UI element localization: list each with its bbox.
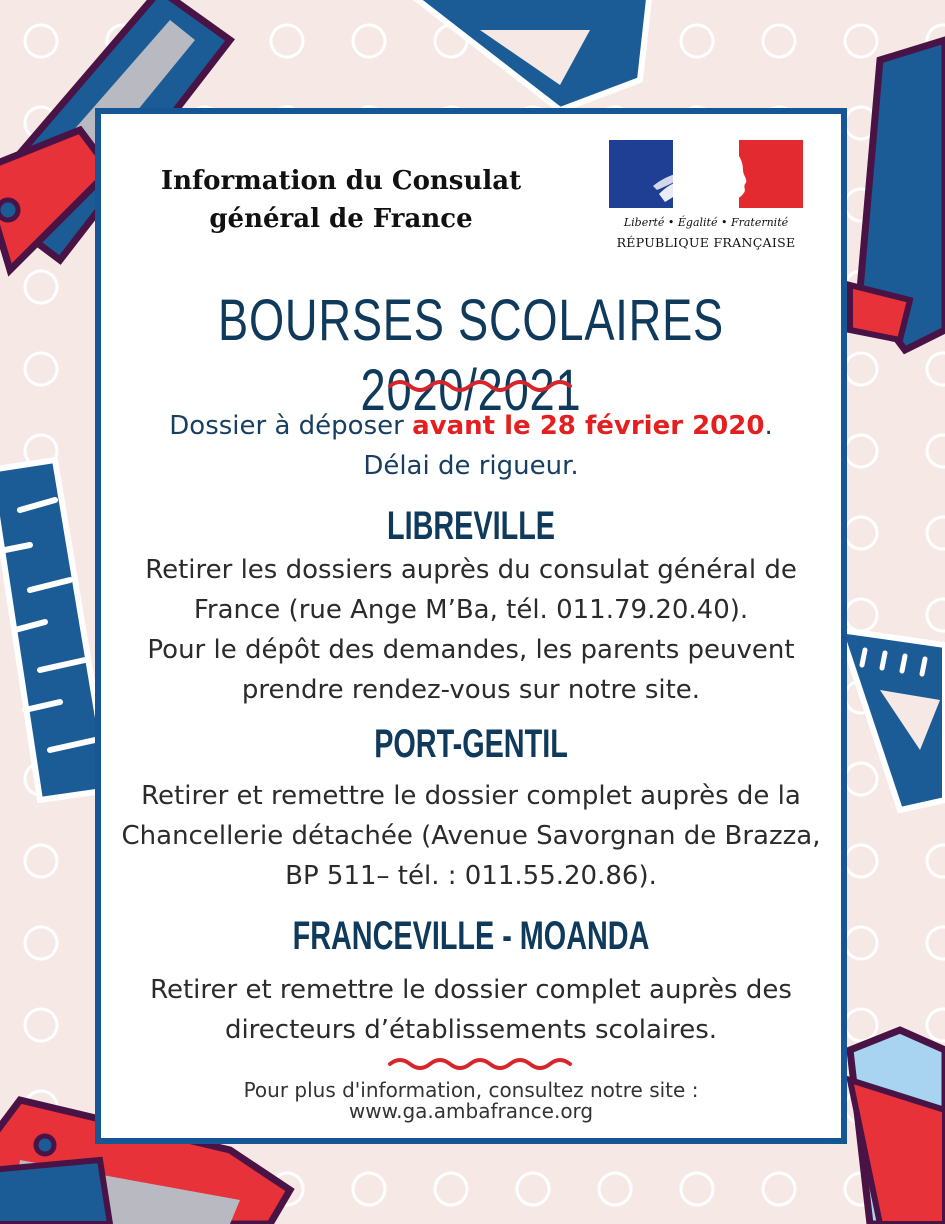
republique-francaise-logo bbox=[609, 140, 809, 250]
marker-icon bbox=[850, 40, 945, 350]
section-title-libreville: LIBREVILLE bbox=[386, 504, 556, 548]
section-title-port-gentil: PORT-GENTIL bbox=[374, 722, 568, 766]
wave-divider-bottom-icon bbox=[388, 1056, 578, 1070]
tricolor-flag-icon bbox=[609, 140, 803, 208]
consulate-heading bbox=[141, 162, 541, 238]
footer-info bbox=[101, 1080, 841, 1122]
deadline-line bbox=[101, 406, 841, 446]
section-line: Chancellerie détachée (Avenue Savorgnan de Brazza, bbox=[121, 821, 821, 851]
section-line: France (rue Ange M’Ba, tél. 011.79.20.40). bbox=[193, 595, 749, 625]
section-line: BP 511– tél. : 011.55.20.86). bbox=[285, 861, 657, 891]
eraser-icon bbox=[850, 1030, 945, 1224]
wave-divider-icon bbox=[388, 378, 578, 392]
set-square-icon bbox=[405, 0, 650, 110]
deadline-note: Délai de rigueur. bbox=[363, 451, 579, 481]
deadline-notice bbox=[101, 406, 841, 486]
section-body-port-gentil bbox=[121, 776, 821, 896]
republic-motto: Liberté • Égalité • Fraternité bbox=[623, 216, 789, 229]
section-title-franceville-moanda: FRANCEVILLE - MOANDA bbox=[292, 914, 650, 958]
section-line: prendre rendez-vous sur notre site. bbox=[241, 675, 701, 705]
footer-text: Pour plus d'information, consultez notre site : bbox=[243, 1078, 699, 1102]
page-title: BOURSES SCOLAIRES 2020/2021 bbox=[217, 288, 725, 423]
section-line: Retirer et remettre le dossier complet auprès de la bbox=[141, 781, 801, 811]
republic-name: RÉPUBLIQUE FRANÇAISE bbox=[616, 235, 796, 250]
section-line: Retirer et remettre le dossier complet auprès des bbox=[150, 975, 792, 1005]
deadline-suffix: . bbox=[764, 411, 773, 441]
section-body-libreville bbox=[121, 550, 821, 710]
consulate-heading-line-2: général de France bbox=[209, 204, 473, 234]
info-card bbox=[95, 108, 847, 1144]
set-square-right-icon bbox=[840, 630, 945, 810]
section-line: Retirer les dossiers auprès du consulat général de bbox=[145, 555, 797, 585]
section-line: directeurs d’établissements scolaires. bbox=[224, 1015, 718, 1045]
ruler-icon bbox=[0, 460, 110, 800]
website-link[interactable]: www.ga.ambafrance.org bbox=[348, 1099, 594, 1123]
marianne-profile-icon bbox=[639, 140, 759, 208]
deadline-prefix: Dossier à déposer bbox=[169, 411, 413, 441]
deadline-date: avant le 28 février 2020 bbox=[412, 411, 765, 441]
section-line: Pour le dépôt des demandes, les parents peuvent bbox=[147, 635, 795, 665]
section-body-franceville-moanda bbox=[121, 970, 821, 1050]
consulate-heading-line-1: Information du Consulat bbox=[160, 166, 522, 196]
